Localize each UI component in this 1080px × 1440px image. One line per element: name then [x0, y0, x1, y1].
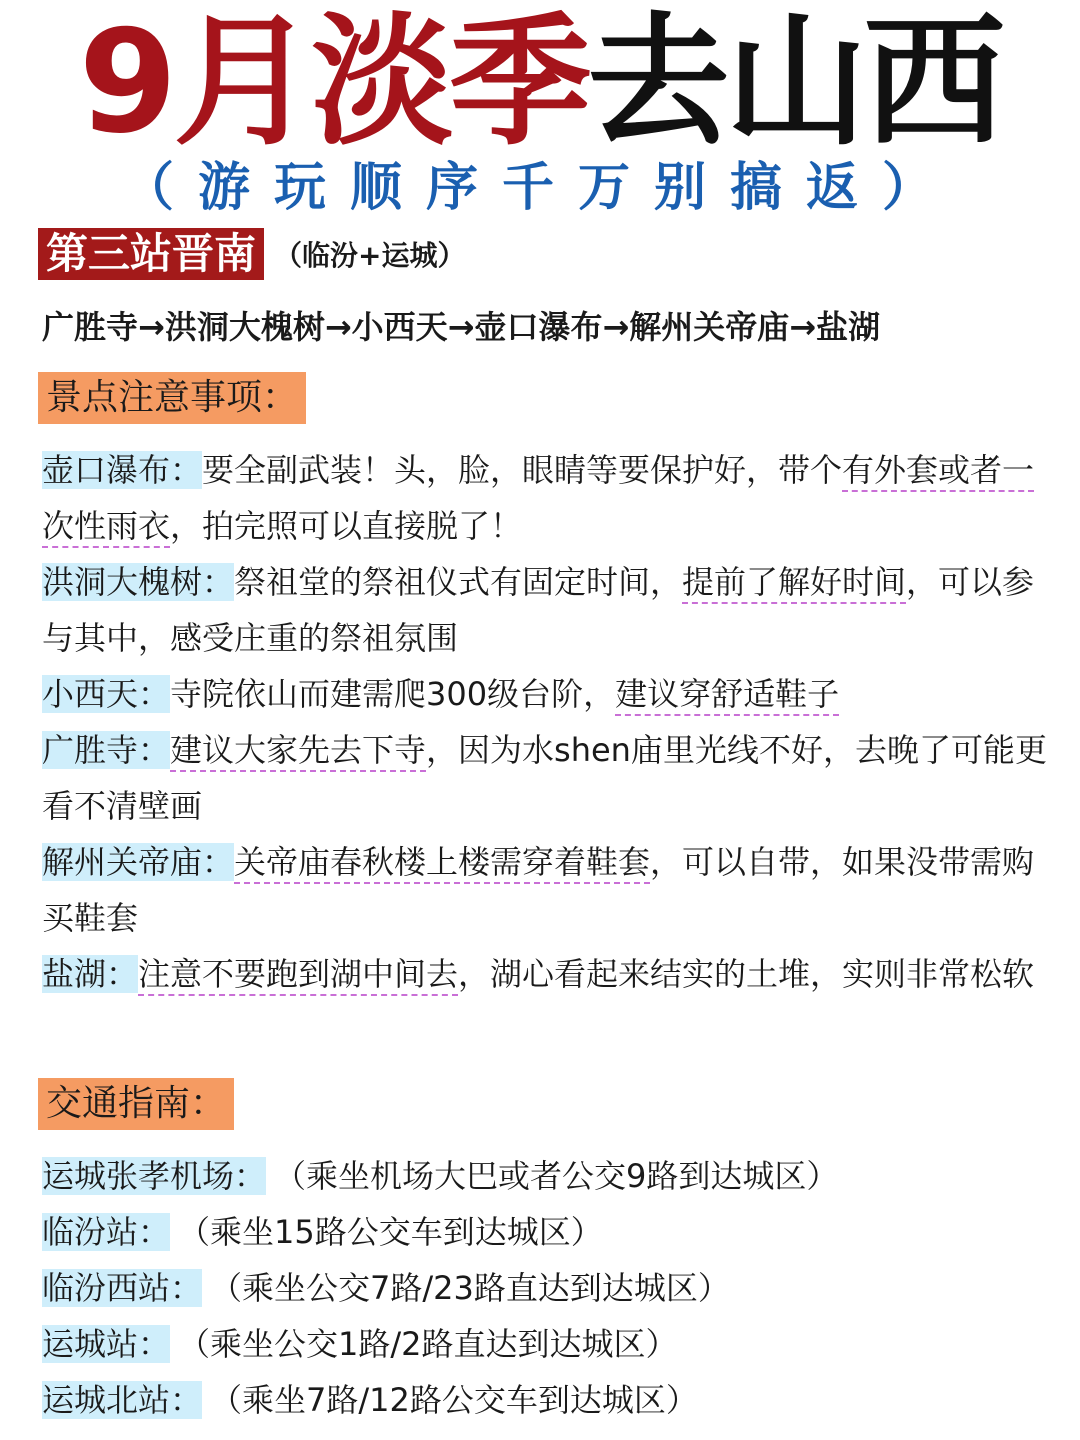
- page-title: [0, 0, 1080, 165]
- tip-text: 要全副武装！头，脸，眼睛等要保护好，带个: [202, 451, 843, 489]
- tip-highlight: 有外套或者一次性雨衣: [42, 451, 1035, 545]
- station-label: 临汾西站：: [42, 1269, 203, 1307]
- stage-subtitle: （临汾+运城）: [274, 239, 466, 272]
- tip-text: ，可以参与其中，感受庄重的祭祖氛围: [42, 563, 1035, 657]
- tip-item: [42, 554, 1054, 666]
- tip-label: 洪洞大槐树：: [42, 563, 235, 601]
- station-detail: （乘坐公交1路/2路直达到达城区）: [194, 1325, 678, 1363]
- station-label: 临汾站：: [42, 1213, 171, 1251]
- tip-text: 寺院依山而建需爬300级台阶，: [170, 675, 616, 713]
- tip-text: ，可以自带，如果没带需购买鞋套: [42, 843, 1035, 937]
- tip-text: ，湖心看起来结实的土堆，实则非常松软: [458, 955, 1035, 993]
- station-label: 运城北站：: [42, 1381, 203, 1419]
- stage-badge: 第三站晋南: [38, 228, 264, 280]
- tip-highlight: 建议穿舒适鞋子: [615, 675, 840, 713]
- tip-label: 小西天：: [42, 675, 171, 713]
- tip-label: 解州关帝庙：: [42, 843, 235, 881]
- tip-text: 祭祖堂的祭祖仪式有固定时间，: [234, 563, 683, 601]
- transport-list: [42, 1148, 838, 1428]
- stage-row: [38, 228, 465, 280]
- tip-item: [42, 722, 1054, 834]
- tip-highlight: 关帝庙春秋楼上楼需穿着鞋套: [234, 843, 651, 881]
- transport-row: [42, 1204, 838, 1260]
- tip-highlight: 注意不要跑到湖中间去: [138, 955, 459, 993]
- tip-item: [42, 442, 1054, 554]
- tip-label: 盐湖：: [42, 955, 139, 993]
- transport-row: [42, 1148, 838, 1204]
- tip-text: ，因为水shen庙里光线不好，去晚了可能更看不清壁画: [42, 731, 1047, 825]
- tips-list: [42, 442, 1054, 1002]
- tip-label: 壶口瀑布：: [42, 451, 203, 489]
- tip-text: ，拍完照可以直接脱了！: [170, 507, 523, 545]
- transport-row: [42, 1316, 838, 1372]
- transport-heading: 交通指南：: [38, 1078, 234, 1130]
- page-subtitle: （游玩顺序千万别搞返）: [121, 158, 958, 218]
- station-detail: （乘坐机场大巴或者公交9路到达城区）: [290, 1157, 839, 1195]
- transport-row: [42, 1260, 838, 1316]
- transport-row: [42, 1372, 838, 1428]
- title-red-part: 9月淡季: [78, 0, 588, 165]
- title-black-part: 去山西: [587, 0, 1002, 165]
- station-detail: （乘坐15路公交车到达城区）: [194, 1213, 603, 1251]
- tip-label: 广胜寺：: [42, 731, 171, 769]
- station-label: 运城站：: [42, 1325, 171, 1363]
- tip-item: [42, 666, 1054, 722]
- station-detail: （乘坐公交7路/23路直达到达城区）: [226, 1269, 730, 1307]
- tip-highlight: 建议大家先去下寺: [170, 731, 427, 769]
- tip-item: [42, 834, 1054, 946]
- tips-heading: 景点注意事项：: [38, 372, 306, 424]
- tip-highlight: 提前了解好时间: [682, 563, 907, 601]
- route-line: 广胜寺→洪洞大槐树→小西天→壶口瀑布→解州关帝庙→盐湖: [42, 308, 881, 346]
- station-label: 运城张孝机场：: [42, 1157, 267, 1195]
- tip-item: [42, 946, 1054, 1002]
- station-detail: （乘坐7路/12路公交车到达城区）: [226, 1381, 698, 1419]
